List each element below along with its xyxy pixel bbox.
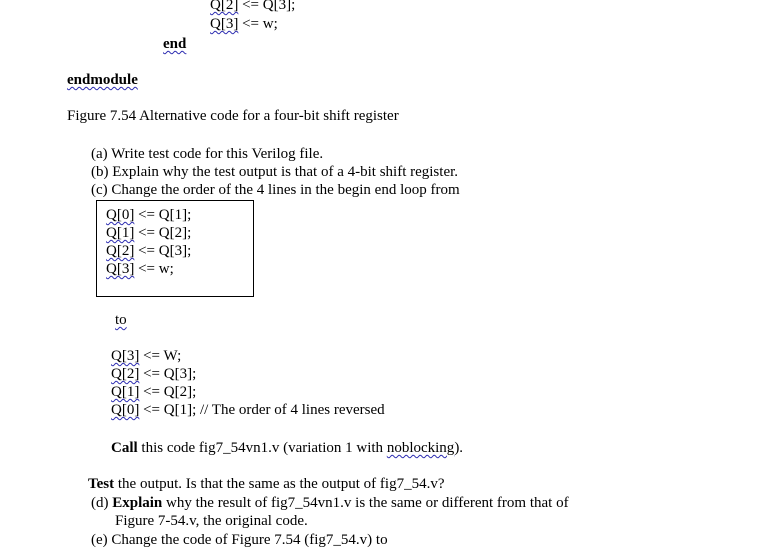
original-line-3: Q[3] <= w; [106, 261, 174, 277]
question-e-partial: (e) Change the code of Figure 7.54 (fig7_54.v) to [91, 532, 388, 548]
reversed-line-3: Q[3] <= W; [111, 348, 182, 364]
to-label: to [115, 312, 127, 328]
reversed-line-1: Q[1] <= Q[2]; [111, 384, 197, 400]
code-endmodule: endmodule [67, 72, 138, 88]
reversed-line-0: Q[0] <= Q[1]; // The order of 4 lines reversed [111, 402, 385, 418]
call-instruction: Call this code fig7_54vn1.v (variation 1 with noblocking). [111, 440, 464, 456]
figure-caption: Figure 7.54 Alternative code for a four-bit shift register [67, 108, 399, 124]
code-line-q3: Q[3] <= w; [210, 16, 278, 32]
original-line-2: Q[2] <= Q[3]; [106, 243, 192, 259]
code-line-q2: Q[2] <= Q[3]; [210, 0, 296, 13]
question-d-line2: Figure 7-54.v, the original code. [115, 513, 308, 529]
question-d: (d) Explain why the result of fig7_54vn1.v is the same or different from that of [91, 495, 569, 511]
code-end: end [163, 36, 187, 52]
original-line-0: Q[0] <= Q[1]; [106, 207, 192, 223]
reversed-line-2: Q[2] <= Q[3]; [111, 366, 197, 382]
question-b: (b) Explain why the test output is that of a 4-bit shift register. [91, 164, 459, 180]
question-a: (a) Write test code for this Verilog file. [91, 146, 324, 162]
question-c: (c) Change the order of the 4 lines in the begin end loop from [91, 182, 460, 198]
original-line-1: Q[1] <= Q[2]; [106, 225, 192, 241]
test-instruction: Test the output. Is that the same as the output of fig7_54.v? [88, 476, 445, 492]
